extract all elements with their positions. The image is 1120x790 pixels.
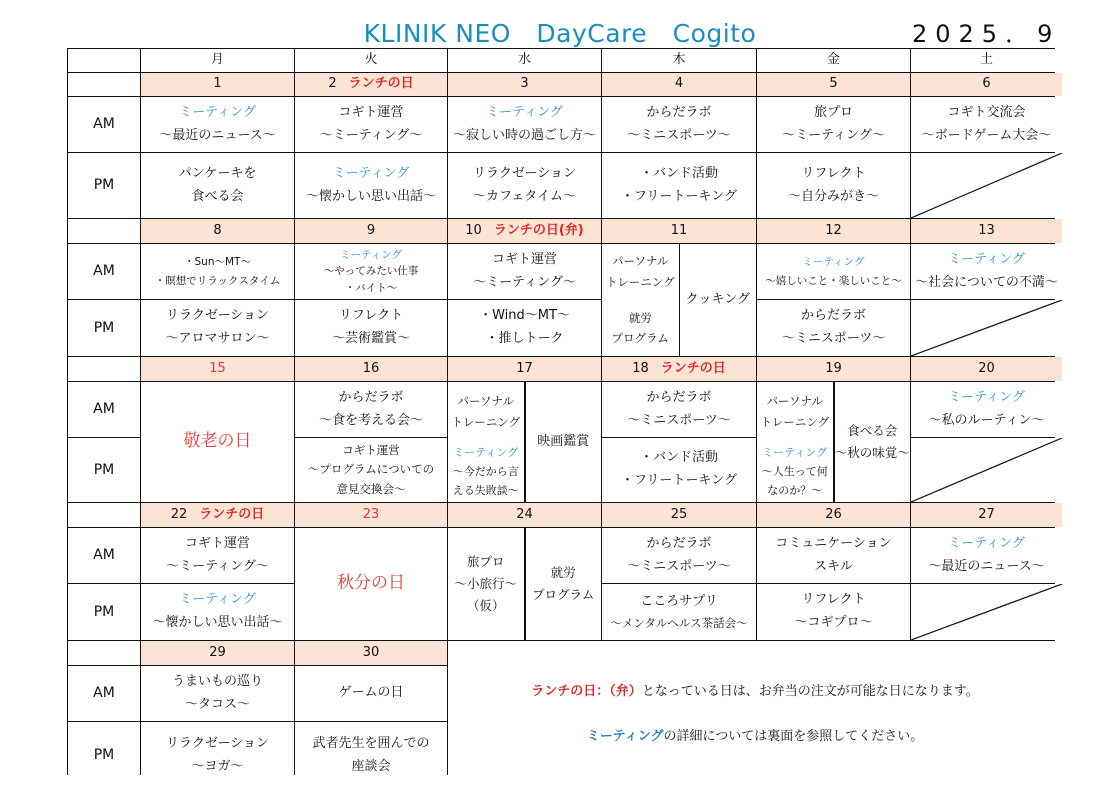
date-number: 16	[362, 360, 380, 376]
program-cell: ミーティング ～社会についての不満～	[911, 244, 1062, 299]
date-number: 22	[170, 506, 188, 522]
program-cell: ミーティング ～やってみたい仕事 ・バイト～	[295, 244, 447, 299]
date-cell	[911, 357, 1062, 381]
program-cell: 就労 プログラム	[525, 528, 602, 640]
date-number: 8	[213, 222, 222, 238]
am-label: AM	[68, 97, 140, 152]
date-number: 29	[209, 644, 226, 660]
lunch-tag: ランチの日	[199, 506, 265, 522]
lunch-tag: ランチの日(弁)	[493, 222, 584, 238]
date-cell	[448, 503, 601, 527]
split-left	[448, 382, 524, 502]
split-program-cell	[602, 244, 756, 356]
program-cell: リラクゼーション ～カフェタイム～	[448, 153, 601, 218]
diagonal-line	[911, 300, 1062, 356]
empty-slash-cell	[911, 300, 1062, 356]
split-program-cell	[448, 528, 601, 640]
program-cell: パーソナル トレーニング	[451, 382, 520, 442]
corner-cell	[68, 49, 140, 72]
meeting-note: ミーティングの詳細については裏面を参照してください。	[586, 729, 924, 744]
program-cell: ゲームの日	[295, 666, 447, 721]
date-cell	[141, 641, 294, 665]
date-number: 1	[213, 76, 222, 92]
split-program-cell	[757, 382, 910, 502]
date-number: 15	[209, 360, 226, 376]
program-cell: 食べる会 ～秋の味覚～	[834, 382, 911, 502]
date-cell	[448, 357, 601, 381]
date-cell	[141, 219, 294, 243]
program-cell: パーソナル トレーニング	[760, 382, 829, 442]
date-number: 24	[516, 506, 533, 522]
lunch-tag: ランチの日	[348, 76, 414, 92]
program-cell: ミーティング ～寂しい時の過ごし方～	[448, 97, 601, 152]
program-cell: ・バンド活動 ・フリートーキング	[602, 438, 756, 502]
pm-label: PM	[68, 300, 140, 356]
lunch-note: ランチの日：（弁）となっている日は、お弁当の注文が可能な日になります。	[531, 684, 979, 700]
schedule-table	[67, 48, 1058, 775]
program-cell: 映画鑑賞	[525, 382, 602, 502]
program-cell: からだラボ ～ミニスポーツ～	[602, 528, 756, 583]
program-cell: ミーティング ～今だから言 える失敗談～	[453, 443, 519, 503]
program-cell: からだラボ ～食を考える会～	[295, 382, 447, 437]
date-number: 11	[670, 222, 688, 238]
date-cell	[602, 219, 756, 243]
program-cell: リフレクト ～自分みがき～	[757, 153, 910, 218]
program-cell: コギト運営 ～ミーティング～	[141, 528, 294, 583]
program-cell: うまいもの巡り ～タコス～	[141, 666, 294, 721]
split-program-cell	[448, 382, 601, 502]
date-number: 25	[670, 506, 688, 522]
am-label: AM	[68, 666, 140, 721]
date-cell	[141, 503, 294, 527]
date-label-cell	[68, 357, 140, 381]
date-cell	[757, 219, 910, 243]
program-cell: クッキング	[680, 244, 757, 356]
date-cell	[911, 503, 1062, 527]
pm-label: PM	[68, 584, 140, 640]
date-cell	[141, 357, 294, 381]
date-number: 12	[825, 222, 842, 238]
empty-slash-cell	[911, 153, 1062, 218]
date-cell	[757, 73, 910, 96]
program-cell: ミーティング ～懐かしい思い出話～	[141, 584, 294, 640]
program-cell: リラクゼーション ～アロマサロン～	[141, 300, 294, 356]
date-cell	[295, 641, 447, 665]
date-cell	[602, 357, 756, 381]
date-number: 26	[825, 506, 842, 522]
program-cell: リラクゼーション ～ヨガ～	[141, 722, 294, 789]
date-cell	[757, 503, 910, 527]
date-number: 10	[465, 222, 482, 238]
diagonal-line	[911, 153, 1062, 218]
diagonal-line	[911, 438, 1062, 502]
program-cell: 就労 プログラム	[612, 301, 669, 357]
date-cell	[602, 503, 756, 527]
date-cell	[448, 73, 601, 96]
program-cell: からだラボ ～ミニスポーツ～	[602, 97, 756, 152]
date-cell	[911, 73, 1062, 96]
am-label: AM	[68, 382, 140, 437]
program-cell: ミーティング ～懐かしい思い出話～	[295, 153, 447, 218]
empty-slash-cell	[911, 438, 1062, 502]
date-label-cell	[68, 503, 140, 527]
program-cell: コギト運営 ～ミーティング～	[295, 97, 447, 152]
date-number: 27	[978, 506, 995, 522]
program-cell: リフレクト ～芸術鑑賞～	[295, 300, 447, 356]
date-number: 20	[978, 360, 995, 376]
split-left	[757, 382, 833, 502]
date-cell	[602, 73, 756, 96]
program-cell: コギト交流会 ～ボードゲーム大会～	[911, 97, 1062, 152]
notes-box	[448, 641, 1062, 789]
date-cell	[141, 73, 294, 96]
weekday-sat: 土	[911, 49, 1062, 72]
empty-slash-cell	[911, 584, 1062, 640]
program-cell: ・Wind～MT～ ・推しトーク	[448, 300, 601, 356]
program-cell: ミーティング ～私のルーティン～	[911, 382, 1062, 437]
program-cell: ミーティング ～最近のニュース～	[911, 528, 1062, 583]
date-number: 2	[328, 76, 337, 92]
date-number: 5	[829, 76, 838, 92]
program-cell: ミーティング ～最近のニュース～	[141, 97, 294, 152]
weekday-thu: 木	[602, 49, 756, 72]
date-cell	[295, 503, 447, 527]
am-label: AM	[68, 244, 140, 299]
weekday-mon: 月	[141, 49, 294, 72]
program-cell: リフレクト ～コギプロ～	[757, 584, 910, 640]
date-number: 17	[516, 360, 533, 376]
program-cell: ミーティング ～人生って何 なのか？～	[762, 443, 828, 503]
program-cell: からだラボ ～ミニスポーツ～	[602, 382, 756, 437]
date-number: 23	[362, 506, 380, 522]
date-cell	[757, 357, 910, 381]
date-number: 6	[982, 76, 991, 92]
program-cell: 武者先生を囲んでの 座談会	[295, 722, 447, 789]
page-title: KLINIK NEO DayCare Cogito	[363, 19, 757, 48]
date-number: 9	[366, 222, 376, 238]
pm-label: PM	[68, 722, 140, 789]
weekday-fri: 金	[757, 49, 910, 72]
pm-label: PM	[68, 438, 140, 502]
date-cell	[448, 219, 601, 243]
weekday-tue: 火	[295, 49, 447, 72]
program-cell: ・Sun～MT～ ・瞑想でリラックスタイム	[141, 244, 294, 299]
date-cell	[295, 73, 447, 96]
date-number: 4	[674, 76, 684, 92]
date-number: 3	[520, 76, 529, 92]
holiday-cell: 秋分の日	[295, 528, 447, 640]
weekday-wed: 水	[448, 49, 601, 72]
diagonal-line	[911, 584, 1062, 640]
pm-label: PM	[68, 153, 140, 218]
date-label-cell	[68, 73, 140, 96]
program-cell: ・バンド活動 ・フリートーキング	[602, 153, 756, 218]
split-left	[602, 244, 679, 356]
holiday-cell: 敬老の日	[141, 382, 294, 502]
lunch-tag: ランチの日	[660, 360, 726, 376]
program-cell: パンケーキを 食べる会	[141, 153, 294, 218]
program-cell: パーソナル トレーニング	[606, 244, 675, 300]
program-cell: 旅プロ ～ミーティング～	[757, 97, 910, 152]
date-cell	[295, 357, 447, 381]
date-number: 30	[362, 644, 380, 660]
date-number: 19	[825, 360, 842, 376]
program-cell: コミュニケーション スキル	[757, 528, 910, 583]
month-label: 2025．9	[912, 20, 1061, 48]
program-cell: コギト運営 ～ミーティング～	[448, 244, 601, 299]
program-cell: ミーティング ～嬉しいこと・楽しいこと～	[757, 244, 910, 299]
date-number: 13	[978, 222, 995, 238]
date-label-cell	[68, 641, 140, 665]
program-cell: からだラボ ～ミニスポーツ～	[757, 300, 910, 356]
program-cell: 旅プロ ～小旅行～ （仮）	[448, 528, 524, 640]
date-number: 18	[632, 360, 649, 376]
program-cell: コギト運営 ～プログラムについての 意見交換会～	[295, 438, 447, 502]
date-cell	[295, 219, 447, 243]
am-label: AM	[68, 528, 140, 583]
date-label-cell	[68, 219, 140, 243]
date-cell	[911, 219, 1062, 243]
program-cell: こころサプリ ～メンタルヘルス茶話会～	[602, 584, 756, 640]
